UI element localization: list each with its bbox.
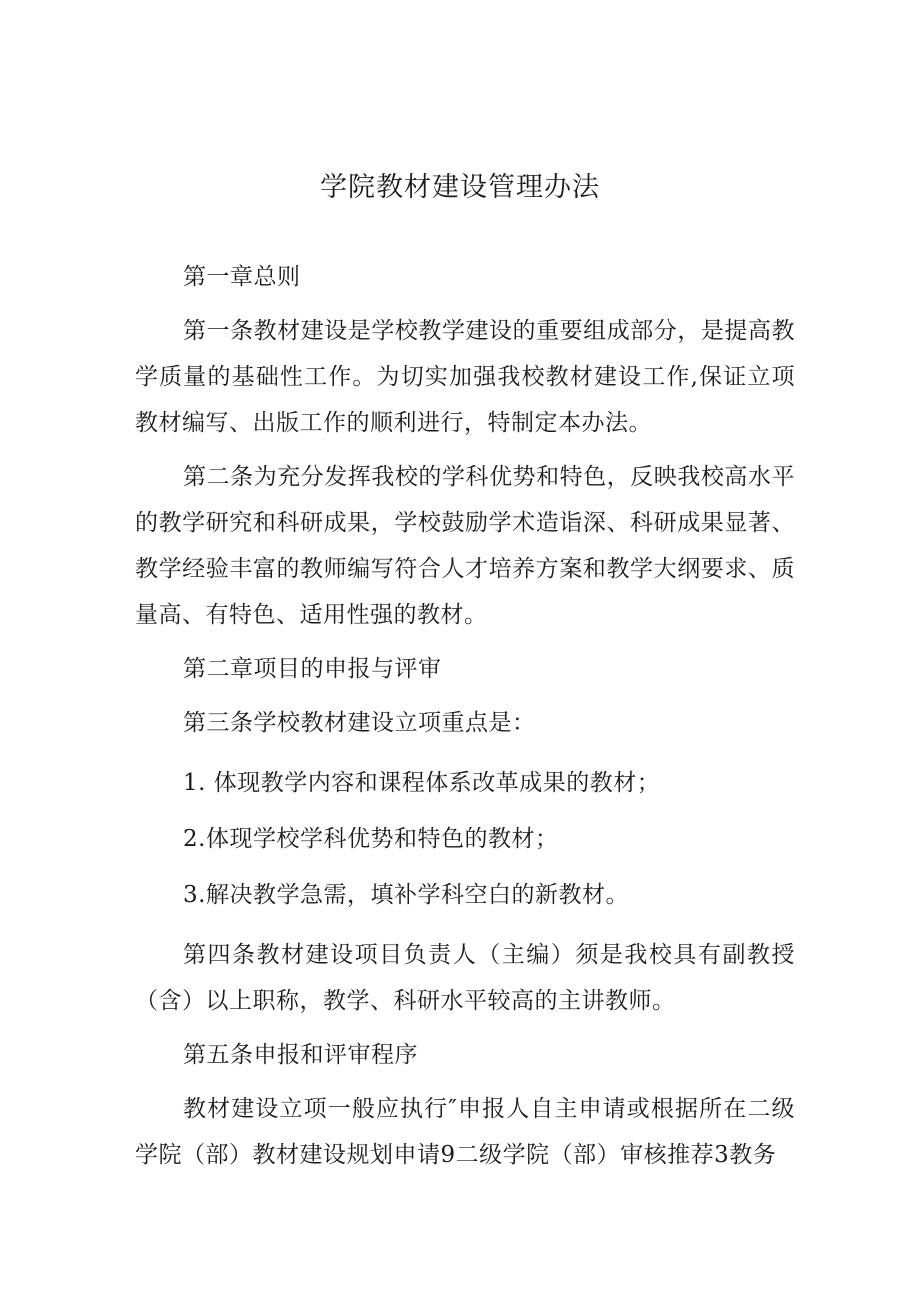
list-item-1: 1. 体现教学内容和课程体系改革成果的教材；	[183, 770, 661, 796]
chapter-heading-2: 第二章项目的申报与评审	[183, 656, 442, 682]
article-3-paragraph: 第三条学校教材建设立项重点是：	[183, 710, 536, 736]
article-5-heading: 第五条申报和评审程序	[183, 1042, 418, 1068]
article-4-paragraph: 第四条教材建设项目负责人（主编）须是我校具有副教授（含）以上职称，教学、科研水平较高的主讲教师。	[135, 942, 795, 1014]
article-2-paragraph: 第二条为充分发挥我校的学科优势和特色，反映我校高水平的教学研究和科研成果，学校鼓励学术造诣深、科研成果显著、教学经验丰富的教师编写符合人才培养方案和教学大纲要求、质量高、有特色、适用性强的教材。	[135, 464, 795, 628]
chapter-heading-1: 第一章总则	[183, 264, 301, 290]
procedure-paragraph: 教材建设立项一般应执行″申报人自主申请或根据所在二级学院（部）教材建设规划申请9二级学院（部）审核推荐3教务	[135, 1096, 795, 1168]
document-body	[135, 254, 795, 1178]
list-item-2: 2.体现学校学科优势和特色的教材；	[183, 826, 559, 852]
article-1-paragraph: 第一条教材建设是学校教学建设的重要组成部分，是提高教学质量的基础性工作。为切实加强我校教材建设工作,保证立项教材编写、出版工作的顺利进行，特制定本办法。	[135, 318, 795, 436]
document-title: 学院教材建设管理办法	[320, 172, 600, 203]
list-item-3: 3.解决教学急需，填补学科空白的新教材。	[183, 882, 629, 908]
